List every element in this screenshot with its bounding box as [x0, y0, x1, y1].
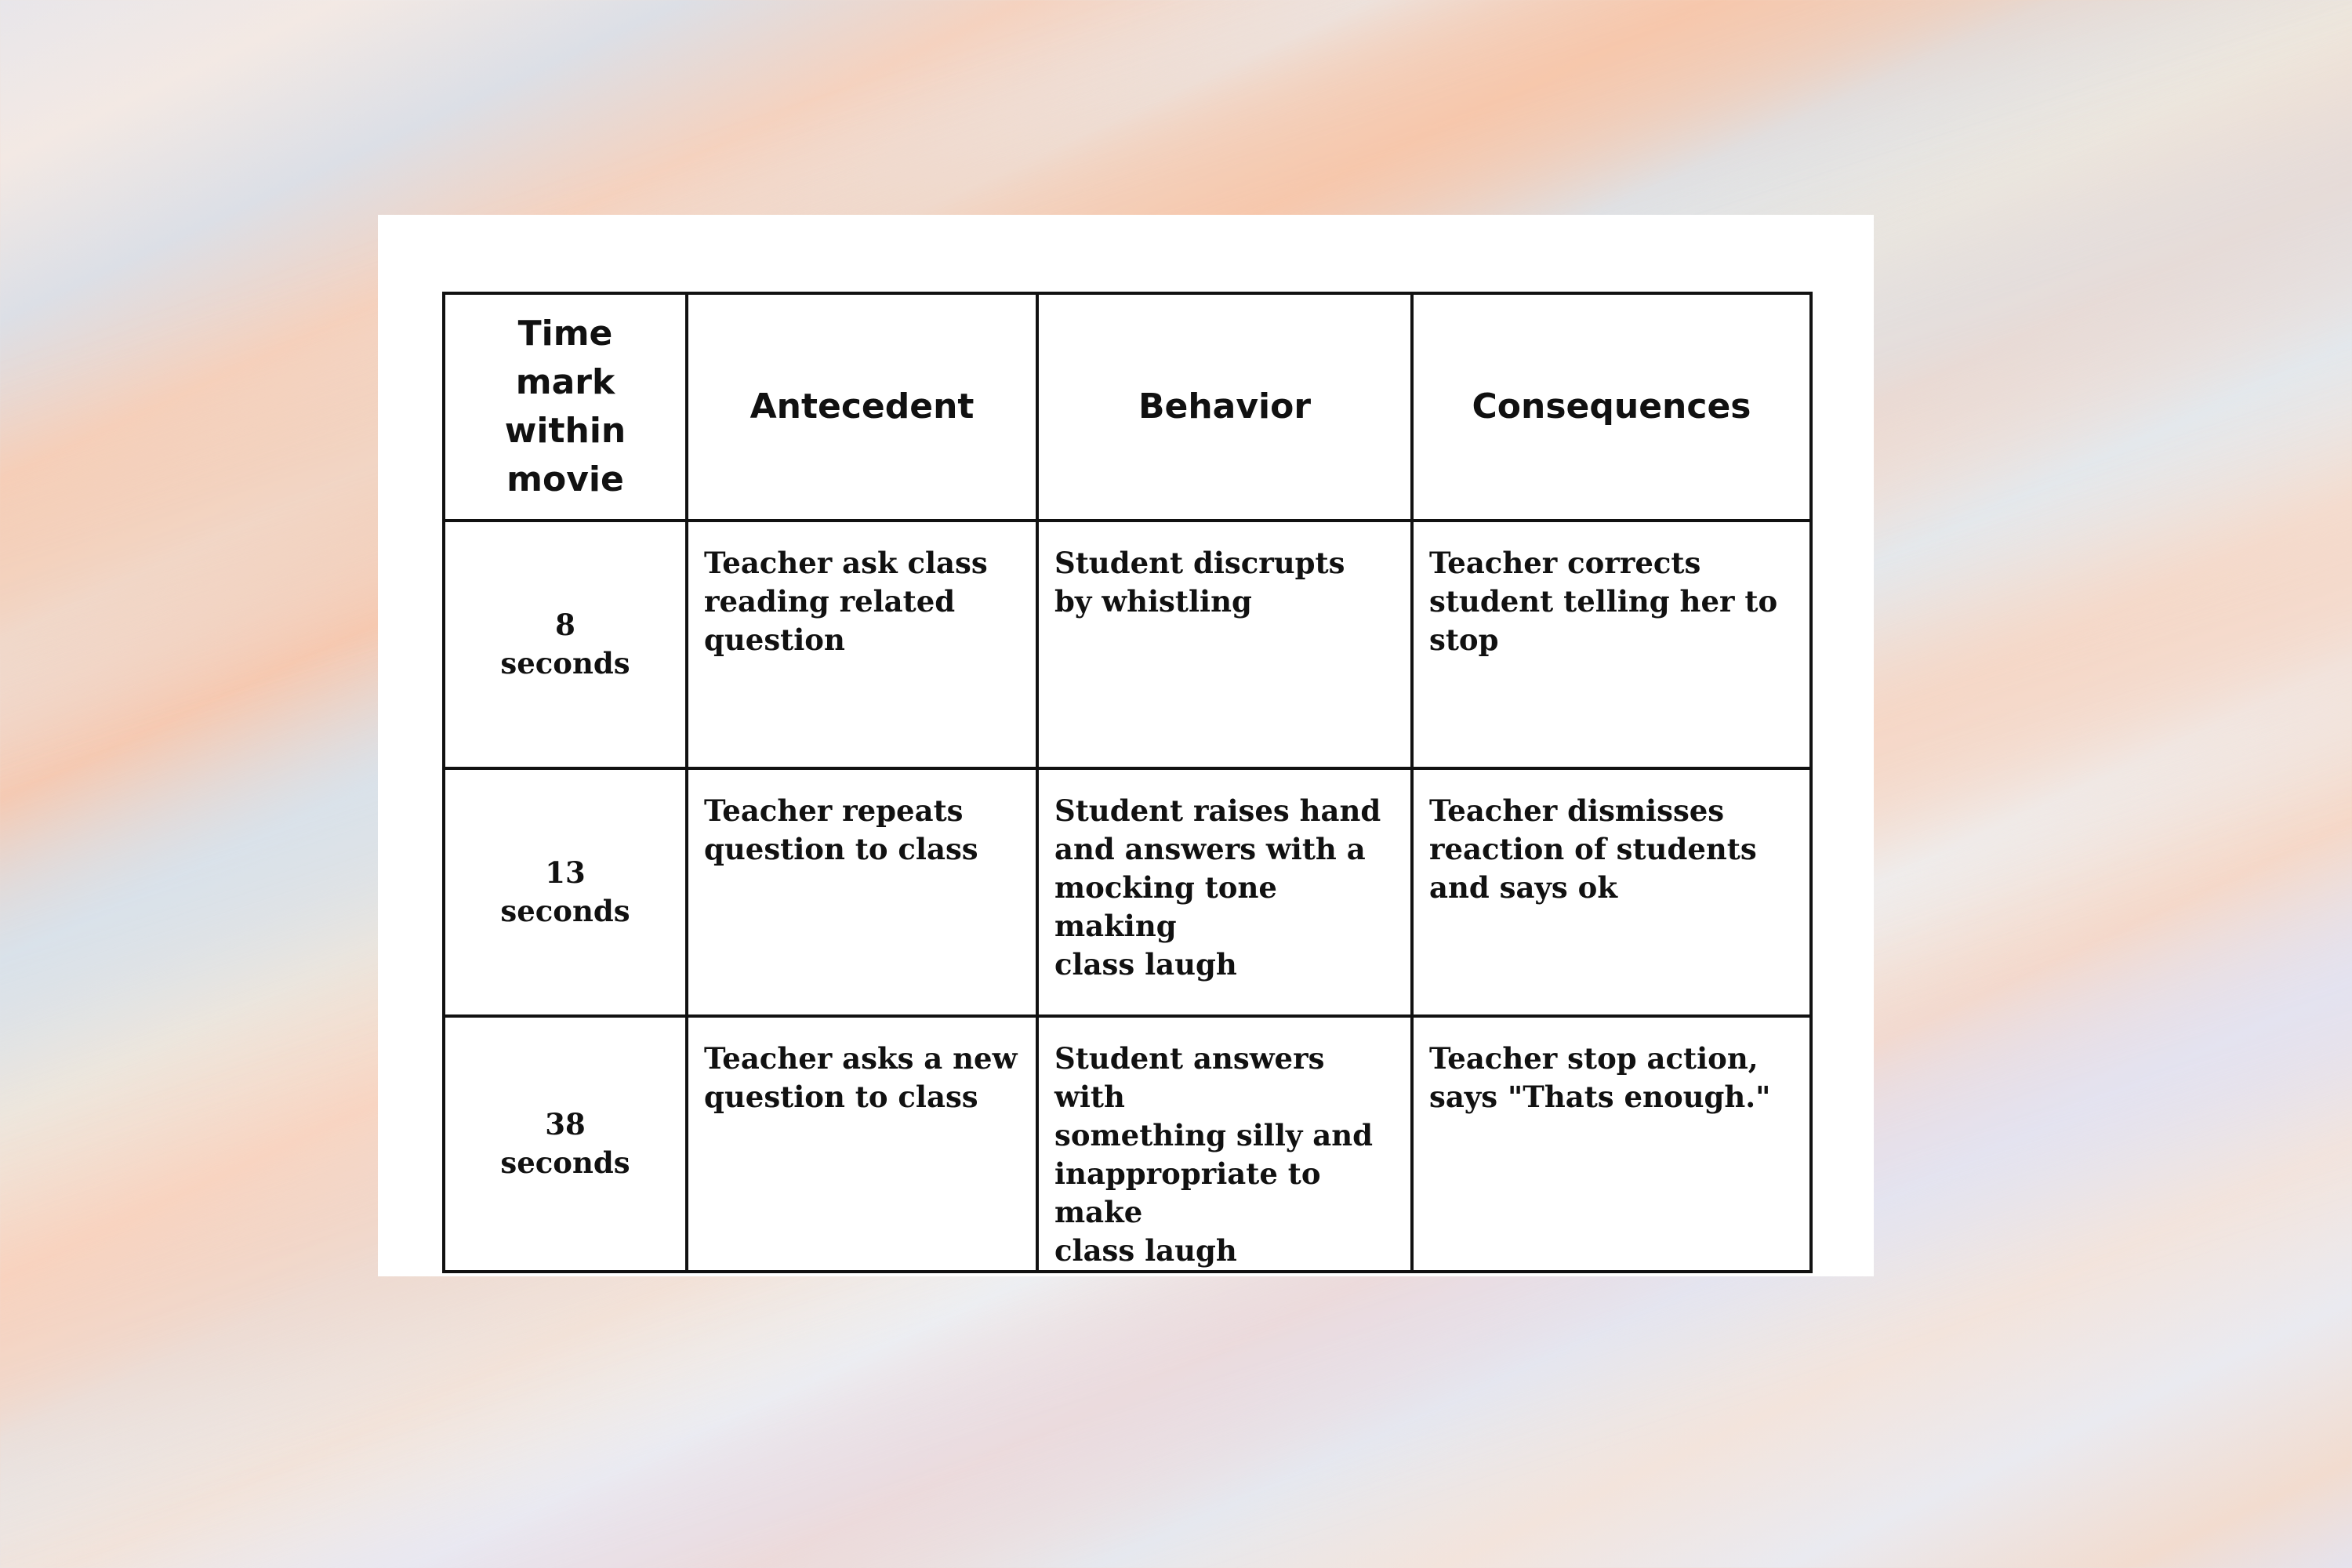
cell-consequences: Teacher stop action, says "Thats enough.": [1412, 1016, 1811, 1272]
cell-antecedent: Teacher repeats question to class: [687, 768, 1037, 1016]
cell-behavior: Student discrupts by whistling: [1037, 521, 1412, 768]
cell-consequences: Teacher dismisses reaction of students and says ok: [1412, 768, 1811, 1016]
cell-behavior: Student raises hand and answers with a mocking tone making class laugh: [1037, 768, 1412, 1016]
cell-antecedent: Teacher asks a new question to class: [687, 1016, 1037, 1272]
header-behavior: Behavior: [1037, 293, 1412, 521]
table-row: [444, 521, 1811, 768]
document-card: [378, 215, 1874, 1276]
header-time-mark: Time mark within movie: [444, 293, 687, 521]
table-row: [444, 768, 1811, 1016]
cell-time: 13 seconds: [444, 768, 687, 1016]
cell-time: 38 seconds: [444, 1016, 687, 1272]
cell-time: 8 seconds: [444, 521, 687, 768]
table-header-row: [444, 293, 1811, 521]
cell-antecedent: Teacher ask class reading related question: [687, 521, 1037, 768]
cell-behavior: Student answers with something silly and inappropriate to make class laugh: [1037, 1016, 1412, 1272]
header-antecedent: Antecedent: [687, 293, 1037, 521]
cell-consequences: Teacher corrects student telling her to stop: [1412, 521, 1811, 768]
header-consequences: Consequences: [1412, 293, 1811, 521]
table-row: [444, 1016, 1811, 1272]
abc-observation-table: [442, 292, 1813, 1273]
